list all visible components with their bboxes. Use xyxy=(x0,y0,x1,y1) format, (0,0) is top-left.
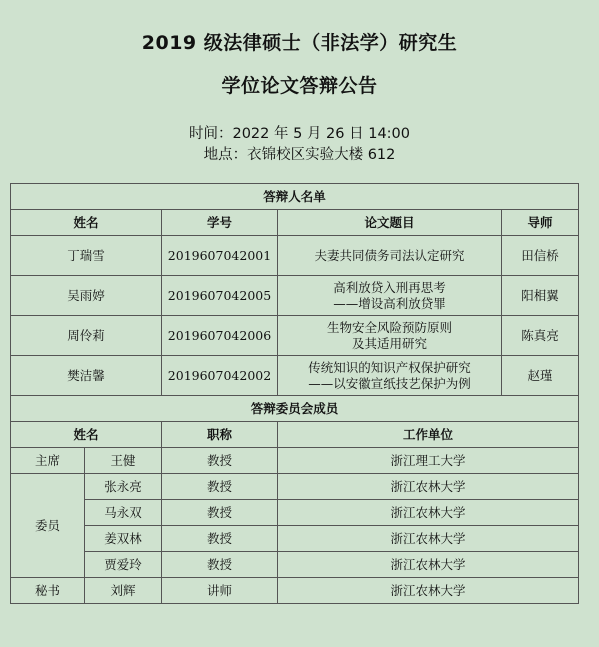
table-row xyxy=(11,578,579,604)
students-heading-row xyxy=(11,184,579,210)
member-unit: 浙江农林大学 xyxy=(278,526,579,552)
defense-location: 地点：衣锦校区实验大楼 612 xyxy=(203,147,396,163)
defense-time: 时间：2022 年 5 月 26 日 14:00 xyxy=(188,126,411,142)
table-row xyxy=(11,552,579,578)
thesis-title-line2: ——增设高利放贷罪 xyxy=(333,295,446,311)
member-name: 贾爱玲 xyxy=(85,552,162,578)
member-name: 张永亮 xyxy=(85,474,162,500)
table-row xyxy=(11,448,579,474)
member-unit: 浙江农林大学 xyxy=(278,578,579,604)
advisor-name: 田信桥 xyxy=(502,236,579,276)
defense-table xyxy=(10,183,579,604)
col-header-id: 学号 xyxy=(162,210,278,236)
member-rank: 教授 xyxy=(162,448,278,474)
role-member: 委员 xyxy=(11,474,85,578)
students-heading: 答辩人名单 xyxy=(11,184,579,210)
thesis-title xyxy=(278,236,502,276)
students-header-row xyxy=(11,210,579,236)
col-header-advisor: 导师 xyxy=(502,210,579,236)
announcement-title-line2: 学位论文答辩公告 xyxy=(221,75,378,97)
thesis-title-line1: 夫妻共同债务司法认定研究 xyxy=(314,247,465,263)
member-name: 马永双 xyxy=(85,500,162,526)
member-name: 姜双林 xyxy=(85,526,162,552)
table-row xyxy=(11,356,579,396)
advisor-name: 阳相翼 xyxy=(502,276,579,316)
member-rank: 教授 xyxy=(162,552,278,578)
member-unit: 浙江理工大学 xyxy=(278,448,579,474)
table-row xyxy=(11,276,579,316)
student-id: 2019607042001 xyxy=(162,236,278,276)
student-id: 2019607042005 xyxy=(162,276,278,316)
member-unit: 浙江农林大学 xyxy=(278,474,579,500)
col-header-unit: 工作单位 xyxy=(278,422,579,448)
thesis-title-line1: 传统知识的知识产权保护研究 xyxy=(308,359,471,375)
member-unit: 浙江农林大学 xyxy=(278,500,579,526)
member-rank: 教授 xyxy=(162,526,278,552)
table-row xyxy=(11,236,579,276)
thesis-title-line2: 及其适用研究 xyxy=(351,335,427,351)
table-row xyxy=(11,500,579,526)
student-name: 樊洁馨 xyxy=(11,356,162,396)
thesis-title xyxy=(278,316,502,356)
student-name: 吴雨婷 xyxy=(11,276,162,316)
member-rank: 教授 xyxy=(162,500,278,526)
col-header-member-name: 姓名 xyxy=(11,422,162,448)
advisor-name: 陈真亮 xyxy=(502,316,579,356)
col-header-rank: 职称 xyxy=(162,422,278,448)
thesis-title xyxy=(278,356,502,396)
col-header-thesis: 论文题目 xyxy=(278,210,502,236)
student-id: 2019607042006 xyxy=(162,316,278,356)
committee-header-row xyxy=(11,422,579,448)
student-name: 丁瑞雪 xyxy=(11,236,162,276)
student-name: 周伶莉 xyxy=(11,316,162,356)
thesis-title-line1: 生物安全风险预防原则 xyxy=(326,319,452,335)
thesis-title-line2: ——以安徽宣纸技艺保护为例 xyxy=(308,375,471,391)
committee-heading: 答辩委员会成员 xyxy=(11,396,579,422)
member-unit: 浙江农林大学 xyxy=(278,552,579,578)
role-secretary: 秘书 xyxy=(11,578,85,604)
table-row xyxy=(11,526,579,552)
announcement-title-line1: 2019 级法律硕士（非法学）研究生 xyxy=(141,32,458,54)
committee-heading-row xyxy=(11,396,579,422)
member-rank: 讲师 xyxy=(162,578,278,604)
col-header-name: 姓名 xyxy=(11,210,162,236)
student-id: 2019607042002 xyxy=(162,356,278,396)
role-chair: 主席 xyxy=(11,448,85,474)
table-row xyxy=(11,316,579,356)
thesis-title xyxy=(278,276,502,316)
thesis-title-line1: 高利放贷入刑再思考 xyxy=(333,279,446,295)
table-row xyxy=(11,474,579,500)
member-rank: 教授 xyxy=(162,474,278,500)
advisor-name: 赵瑾 xyxy=(502,356,579,396)
member-name: 王健 xyxy=(85,448,162,474)
member-name: 刘辉 xyxy=(85,578,162,604)
